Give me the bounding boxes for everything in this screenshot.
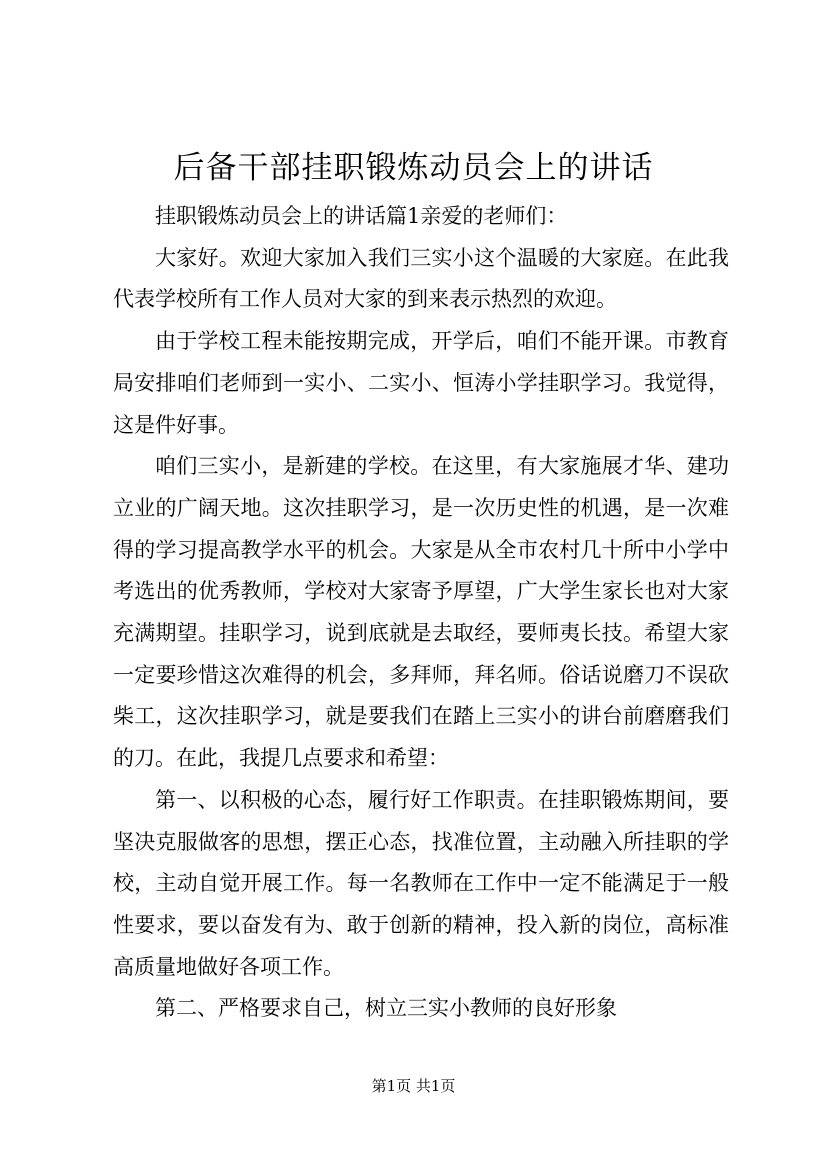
document-body [113, 196, 729, 1030]
paragraph: 挂职锻炼动员会上的讲话篇1亲爱的老师们： [155, 204, 568, 228]
paragraph: 大家好。欢迎大家加入我们三实小这个温暖的大家庭。在此我代表学校所有工作人员对大家的到来表示热烈的欢迎。 [113, 245, 729, 312]
paragraph: 第二、严格要求自己，树立三实小教师的良好形象 [155, 996, 617, 1021]
document-title: 后备干部挂职锻炼动员会上的讲话 [173, 150, 654, 186]
paragraph: 第一、以积极的心态，履行好工作职责。在挂职锻炼期间，要坚决克服做客的思想，摆正心态，找准位置，主动融入所挂职的学校，主动自觉开展工作。每一名教师在工作中一定不能满足于一般性要求，要以奋发有为、敢于创新的精神，投入新的岗位，高标准高质量地做好各项工作。 [113, 787, 729, 979]
paragraph: 由于学校工程未能按期完成，开学后，咱们不能开课。市教育局安排咱们老师到一实小、二实小、恒涛小学挂职学习。我觉得，这是件好事。 [113, 329, 729, 437]
paragraph: 咱们三实小，是新建的学校。在这里，有大家施展才华、建功立业的广阔天地。这次挂职学习，是一次历史性的机遇，是一次难得的学习提高教学水平的机会。大家是从全市农村几十所中小学中考选出的优秀教师，学校对大家寄予厚望，广大学生家长也对大家充满期望。挂职学习，说到底就是去取经，要师夷长技。希望大家一定要珍惜这次难得的机会，多拜师，拜名师。俗话说磨刀不误砍柴工，这次挂职学习，就是要我们在踏上三实小的讲台前磨磨我们的刀。在此，我提几点要求和希望： [113, 454, 729, 771]
page-footer: 第1页 共1页 [371, 1077, 456, 1095]
